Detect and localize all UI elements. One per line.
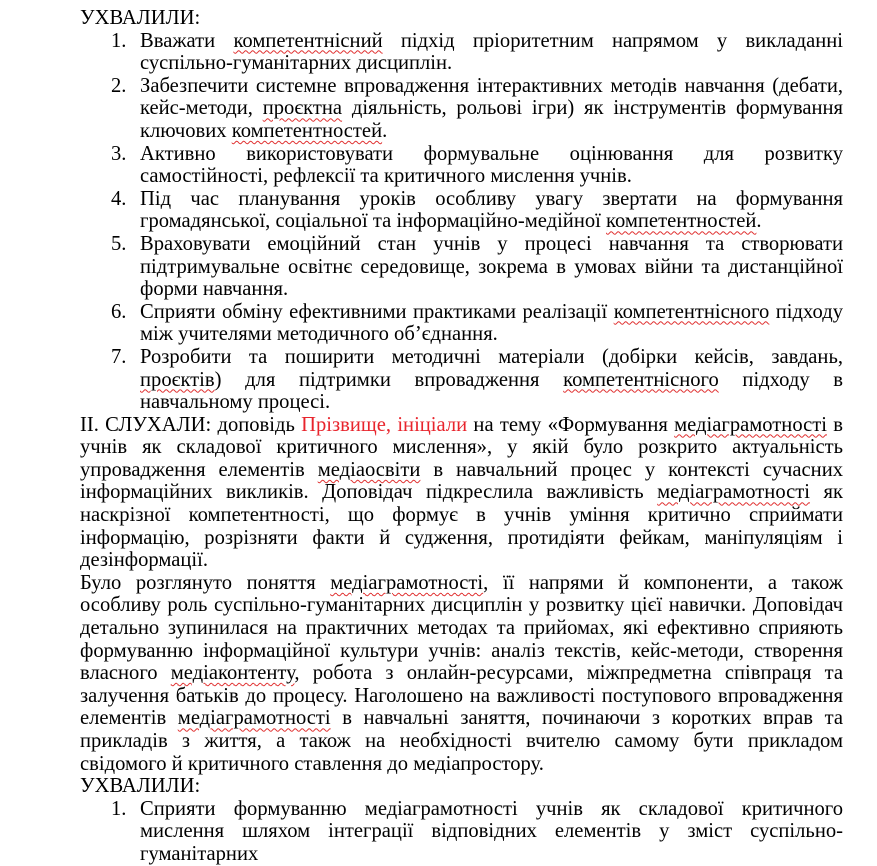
resolved-heading-1: УХВАЛИЛИ: bbox=[80, 7, 201, 29]
paragraph-text: ІІ. СЛУХАЛИ: доповідь bbox=[80, 413, 302, 436]
list-item bbox=[80, 301, 843, 346]
spellcheck-flagged-word[interactable]: медіаосвіти bbox=[317, 458, 421, 481]
paragraph-text: в навчальні заняття, починаючи з коротких вправ та прикладів з життя, а також на необхідності вчителю самому бути прикладом свідомого й критичного ставлення до медіапростору. bbox=[80, 707, 843, 775]
document-page bbox=[80, 7, 844, 865]
paragraph-text: , робота з онлайн-ресурсами, міжпредметна співпраця та залучення батьків до процесу. Наголошено на важливості поступового впровадження елементів bbox=[80, 662, 843, 730]
item-text: Враховувати емоційний стан учнів у процесі навчання та створювати підтримувальне освітнє середовище, зокрема в умовах війни та дистанційної форми навчання. bbox=[140, 232, 843, 301]
spellcheck-flagged-word[interactable]: медіаграмотності bbox=[177, 707, 331, 730]
list-number: 4. bbox=[111, 187, 127, 210]
item-text: ) для підтримки впровадження bbox=[214, 368, 564, 391]
item-text: Під час планування уроків особливу увагу звертати на формування громадянської, соціальної та інформаційно-медійної bbox=[140, 187, 843, 233]
list-number: 2. bbox=[111, 74, 127, 97]
list-number: 6. bbox=[111, 300, 127, 323]
spellcheck-flagged-word[interactable]: медіаграмотності bbox=[657, 481, 810, 504]
item-text: Сприяти обміну ефективними практиками реалізації bbox=[140, 300, 614, 323]
spellcheck-flagged-word[interactable]: проєктів bbox=[140, 368, 215, 391]
list-number: 1. bbox=[111, 29, 127, 52]
item-text: . bbox=[382, 119, 388, 142]
spellcheck-flagged-word[interactable]: компетентнісний bbox=[233, 29, 383, 52]
item-text: діяльність, рольові ігри) як інструментів формування ключових bbox=[140, 97, 843, 142]
list-item bbox=[80, 346, 843, 414]
spellcheck-flagged-word[interactable]: медіаконтенту bbox=[170, 662, 295, 685]
list-item bbox=[80, 188, 843, 233]
spellcheck-flagged-word[interactable]: компетентностей bbox=[231, 119, 383, 142]
list-item bbox=[80, 797, 843, 865]
item-text: Вважати bbox=[140, 29, 234, 52]
item-text: Сприяти формуванню медіаграмотності учнів як складової критичного мислення шляхом інтеграції відповідних елементів у зміст суспільно-гуманітарних bbox=[140, 797, 843, 865]
list-item bbox=[80, 143, 843, 188]
list-number: 3. bbox=[111, 142, 127, 165]
speaker-name-placeholder[interactable]: Прізвище, ініціали bbox=[301, 413, 468, 436]
paragraph-text: Було розглянуто поняття bbox=[80, 571, 331, 594]
spellcheck-flagged-word[interactable]: медіаграмотності bbox=[674, 413, 827, 436]
item-text: підходу в навчальному процесі. bbox=[140, 368, 844, 414]
item-text: Активно використовувати формувальне оцінювання для розвитку самостійності, рефлексії та критичного мислення учнів. bbox=[140, 142, 843, 188]
list-item bbox=[80, 233, 843, 301]
paragraph-text: , її напрями й компоненти, а також особливу роль суспільно-гуманітарних дисциплін у розвитку цієї навички. Доповідач детально зупинилася на практичних методах та прийомах, які ефективно сприяють формуванню інформаційної культури учнів: аналіз текстів, кейс-методи, створення власного bbox=[80, 571, 843, 685]
spellcheck-flagged-word[interactable]: проєктна bbox=[262, 97, 343, 120]
paragraph-text: як наскрізної компетентності, що формує в учнів уміння критично сприймати інформацію, розрізняти факти й судження, протидіяти фейкам, маніпуляціям і дезінформації. bbox=[80, 481, 843, 572]
item-text: . bbox=[756, 210, 762, 233]
resolved-heading-2: УХВАЛИЛИ: bbox=[80, 775, 201, 798]
item-text: підходу між учителями методичного об’єднання. bbox=[140, 300, 843, 346]
list-item bbox=[80, 30, 843, 75]
resolved-list-1 bbox=[80, 30, 843, 414]
paragraph-text: в навчальний процес у контексті сучасних інформаційних викликів. Доповідач підкреслила важливість bbox=[80, 458, 844, 504]
list-number: 5. bbox=[111, 232, 127, 255]
heard-paragraph-1 bbox=[80, 414, 843, 572]
item-text: підхід пріоритетним напрямом у викладанні суспільно-гуманітарних дисциплін. bbox=[140, 29, 843, 75]
list-number: 7. bbox=[111, 345, 127, 368]
heard-paragraph-2 bbox=[80, 572, 843, 775]
item-text: Розробити та поширити методичні матеріали (добірки кейсів, завдань, bbox=[140, 345, 843, 368]
spellcheck-flagged-word[interactable]: компетентностей bbox=[606, 210, 757, 233]
list-number: 1. bbox=[111, 797, 127, 820]
paragraph-text: в учнів як складової критичного мислення», у якій було розкрито актуальність упровадження елементів bbox=[80, 413, 843, 481]
spellcheck-flagged-word[interactable]: компетентнісного bbox=[563, 368, 719, 391]
paragraph-text: на тему «Формування bbox=[467, 413, 675, 436]
spellcheck-flagged-word[interactable]: медіаграмотності bbox=[330, 571, 484, 594]
item-text: Забезпечити системне впровадження інтерактивних методів навчання (дебати, кейс-методи, bbox=[140, 74, 843, 120]
list-item bbox=[80, 75, 843, 143]
resolved-list-2 bbox=[80, 797, 843, 865]
spellcheck-flagged-word[interactable]: компетентнісного bbox=[613, 300, 770, 323]
